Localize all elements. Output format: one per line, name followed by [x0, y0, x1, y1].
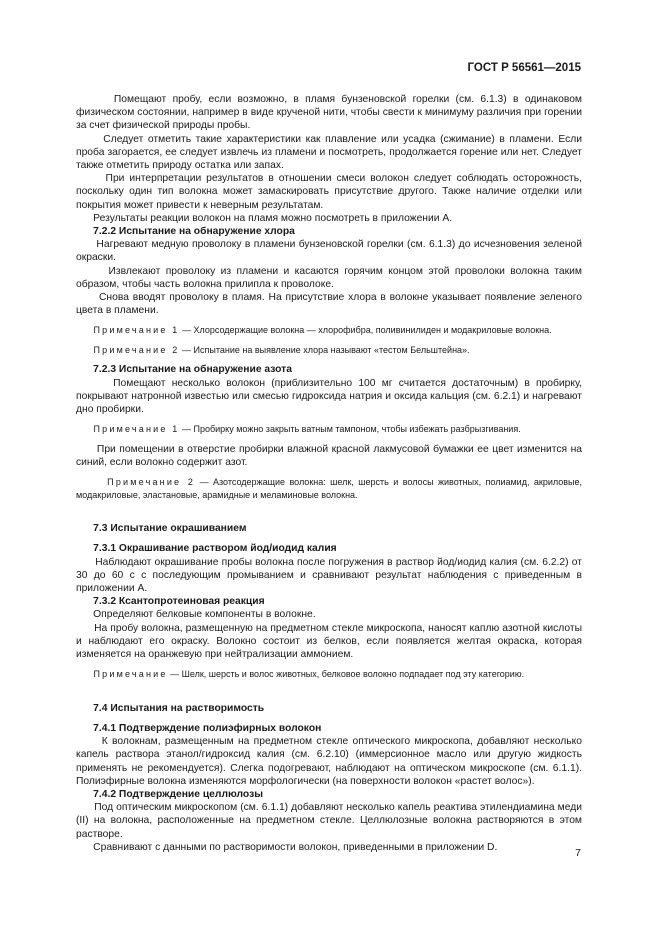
paragraph: Нагревают медную проволоку в пламени бунзеновской горелки (см. 6.1.3) до исчезновения зеленой окраски.	[76, 239, 582, 264]
note-text: — Хлорсодержащие волокна — хлорофибра, поливинилиден и модакриловые волокна.	[179, 325, 552, 336]
note	[76, 344, 582, 357]
spacer	[76, 337, 582, 344]
paragraph: К волокнам, размещенным на предметном стекле оптического микроскопа, добавляют несколько капель раствора этанол/гидроксид калия (см. 6.2.10) (иммерсионное масло или другую жидкость применять не рекомендуется). Слегка подогревают, наблюдают на оптическом микроскопе (см. 6.1.1). Полиэфирные волокна изменяются морфологически (на поверхности волокон «растет волос»).	[76, 736, 582, 787]
spacer	[76, 695, 582, 702]
paragraph: Наблюдают окрашивание пробы волокна после погружения в раствор йод/иодид калия (см. 6.2.2) от 30 до 60 с с последующим промыванием и сравнивают результат наблюдения с приведенным в приложении А.	[76, 556, 582, 594]
section-heading: 7.3 Испытание окрашиванием	[93, 523, 247, 535]
subsection-heading: 7.2.3 Испытание на обнаружение азота	[93, 364, 292, 376]
note-label: Примечание 2	[107, 477, 196, 488]
section-heading: 7.4 Испытания на растворимость	[93, 702, 265, 714]
note-label: Примечание 2	[93, 344, 180, 355]
paragraph: Сравнивают с данными по растворимости волокон, приведенными в приложении D.	[93, 841, 498, 853]
paragraph: Извлекают проволоку из пламени и касаются горячим концом этой проволоки волокна таким образом, чтобы часть волокна прилипла к проволоке.	[76, 265, 582, 290]
spacer	[76, 436, 582, 443]
note	[76, 668, 582, 681]
note	[76, 423, 582, 436]
paragraph: Следует отметить такие характеристики как плавление или усадка (сжимание) в пламени. Если проба загорается, ее следует извлечь из пламени и посмотреть, продолжается горение или нет. Следует также отметить природу остатка или запах.	[76, 133, 582, 172]
paragraph: При помещении в отверстие пробирки влажной красной лакмусовой бумажки ее цвет изменится на синий, если волокно содержит азот.	[76, 443, 582, 468]
note	[76, 476, 582, 501]
paragraph: На пробу волокна, размещенную на предметном стекле микроскопа, наносят каплю азотной кислоты и наблюдают его окраску. Волокно состоит из белков, если появляется желтая окраска, которая изменяется на оранжевую при нейтрализации аммонием.	[76, 622, 582, 660]
spacer	[76, 681, 582, 695]
note-text: — Шелк, шерсть и волос животных, белковое волокно подпадает под эту категорию.	[167, 669, 525, 680]
spacer	[76, 356, 582, 363]
spacer	[76, 535, 582, 542]
paragraph: Снова вводят проволоку в пламя. На присутствие хлора в волокне указывает появление зеленого цвета в пламени.	[76, 292, 583, 317]
paragraph: Помещают несколько волокон (приблизительно 100 мг считается достаточным) в пробирку, покрывают натронной известью или смесью гидроксида натрия и оксида кальция (см. 6.2.1) и нагревают дно пробирки.	[76, 377, 583, 416]
subsection-heading: 7.4.1 Подтверждение полиэфирных волокон	[93, 722, 322, 734]
standard-header: ГОСТ Р 56561—2015	[467, 62, 581, 74]
paragraph: При интерпретации результатов в отношении смеси волокон следует соблюдать осторожность, поскольку один тип волокна может замаскировать присутствие другого. Также наличие отделки или покрытия может привести к неверным результатам.	[76, 173, 582, 211]
note-text: — Азотсодержащие волокна: шелк, шерсть и волосы животных, полиамид, акриловые, модакриловые, эластановые, арамидные и меламиновые волокна.	[76, 477, 583, 500]
note-label: Примечание	[93, 669, 168, 680]
paragraph: Определяют белковые компоненты в волокне.	[93, 609, 316, 621]
subsection-heading: 7.3.1 Окрашивание раствором йод/иодид калия	[93, 543, 337, 555]
spacer	[76, 416, 582, 423]
note	[76, 324, 582, 337]
spacer	[76, 515, 582, 522]
page-number: 7	[575, 847, 581, 859]
document-body	[76, 93, 582, 854]
subsection-heading: 7.2.2 Испытание на обнаружение хлора	[93, 226, 295, 238]
paragraph: Результаты реакции волокон на пламя можно посмотреть в приложении А.	[93, 212, 453, 224]
paragraph: Помещают пробу, если возможно, в пламя бунзеновской горелки (см. 6.1.3) в одинаковом физическом состоянии, например в виде крученой нити, чтобы свести к минимуму различия при горении за счет физической природы пробы.	[76, 94, 582, 132]
spacer	[76, 501, 582, 515]
spacer	[76, 469, 582, 476]
note-label: Примечание 1	[93, 325, 180, 336]
spacer	[76, 317, 582, 324]
spacer	[76, 715, 582, 722]
note-text: — Пробирку можно закрыть ватным тампоном, чтобы избежать разбрызгивания.	[179, 424, 521, 435]
note-text: — Испытание на выявление хлора называют «тестом Бельштейна».	[179, 344, 470, 355]
subsection-heading: 7.4.2 Подтверждение целлюлозы	[93, 788, 263, 800]
spacer	[76, 661, 582, 668]
paragraph: Под оптическим микроскопом (см. 6.1.1) добавляют несколько капель реактива этилендиамина меди (II) на волокна, расположенные на предметном стекле. Целлюлозные волокна растворяются в этом растворе.	[76, 802, 582, 840]
note-label: Примечание 1	[93, 424, 180, 435]
subsection-heading: 7.3.2 Ксантопротеиновая реакция	[93, 596, 265, 608]
